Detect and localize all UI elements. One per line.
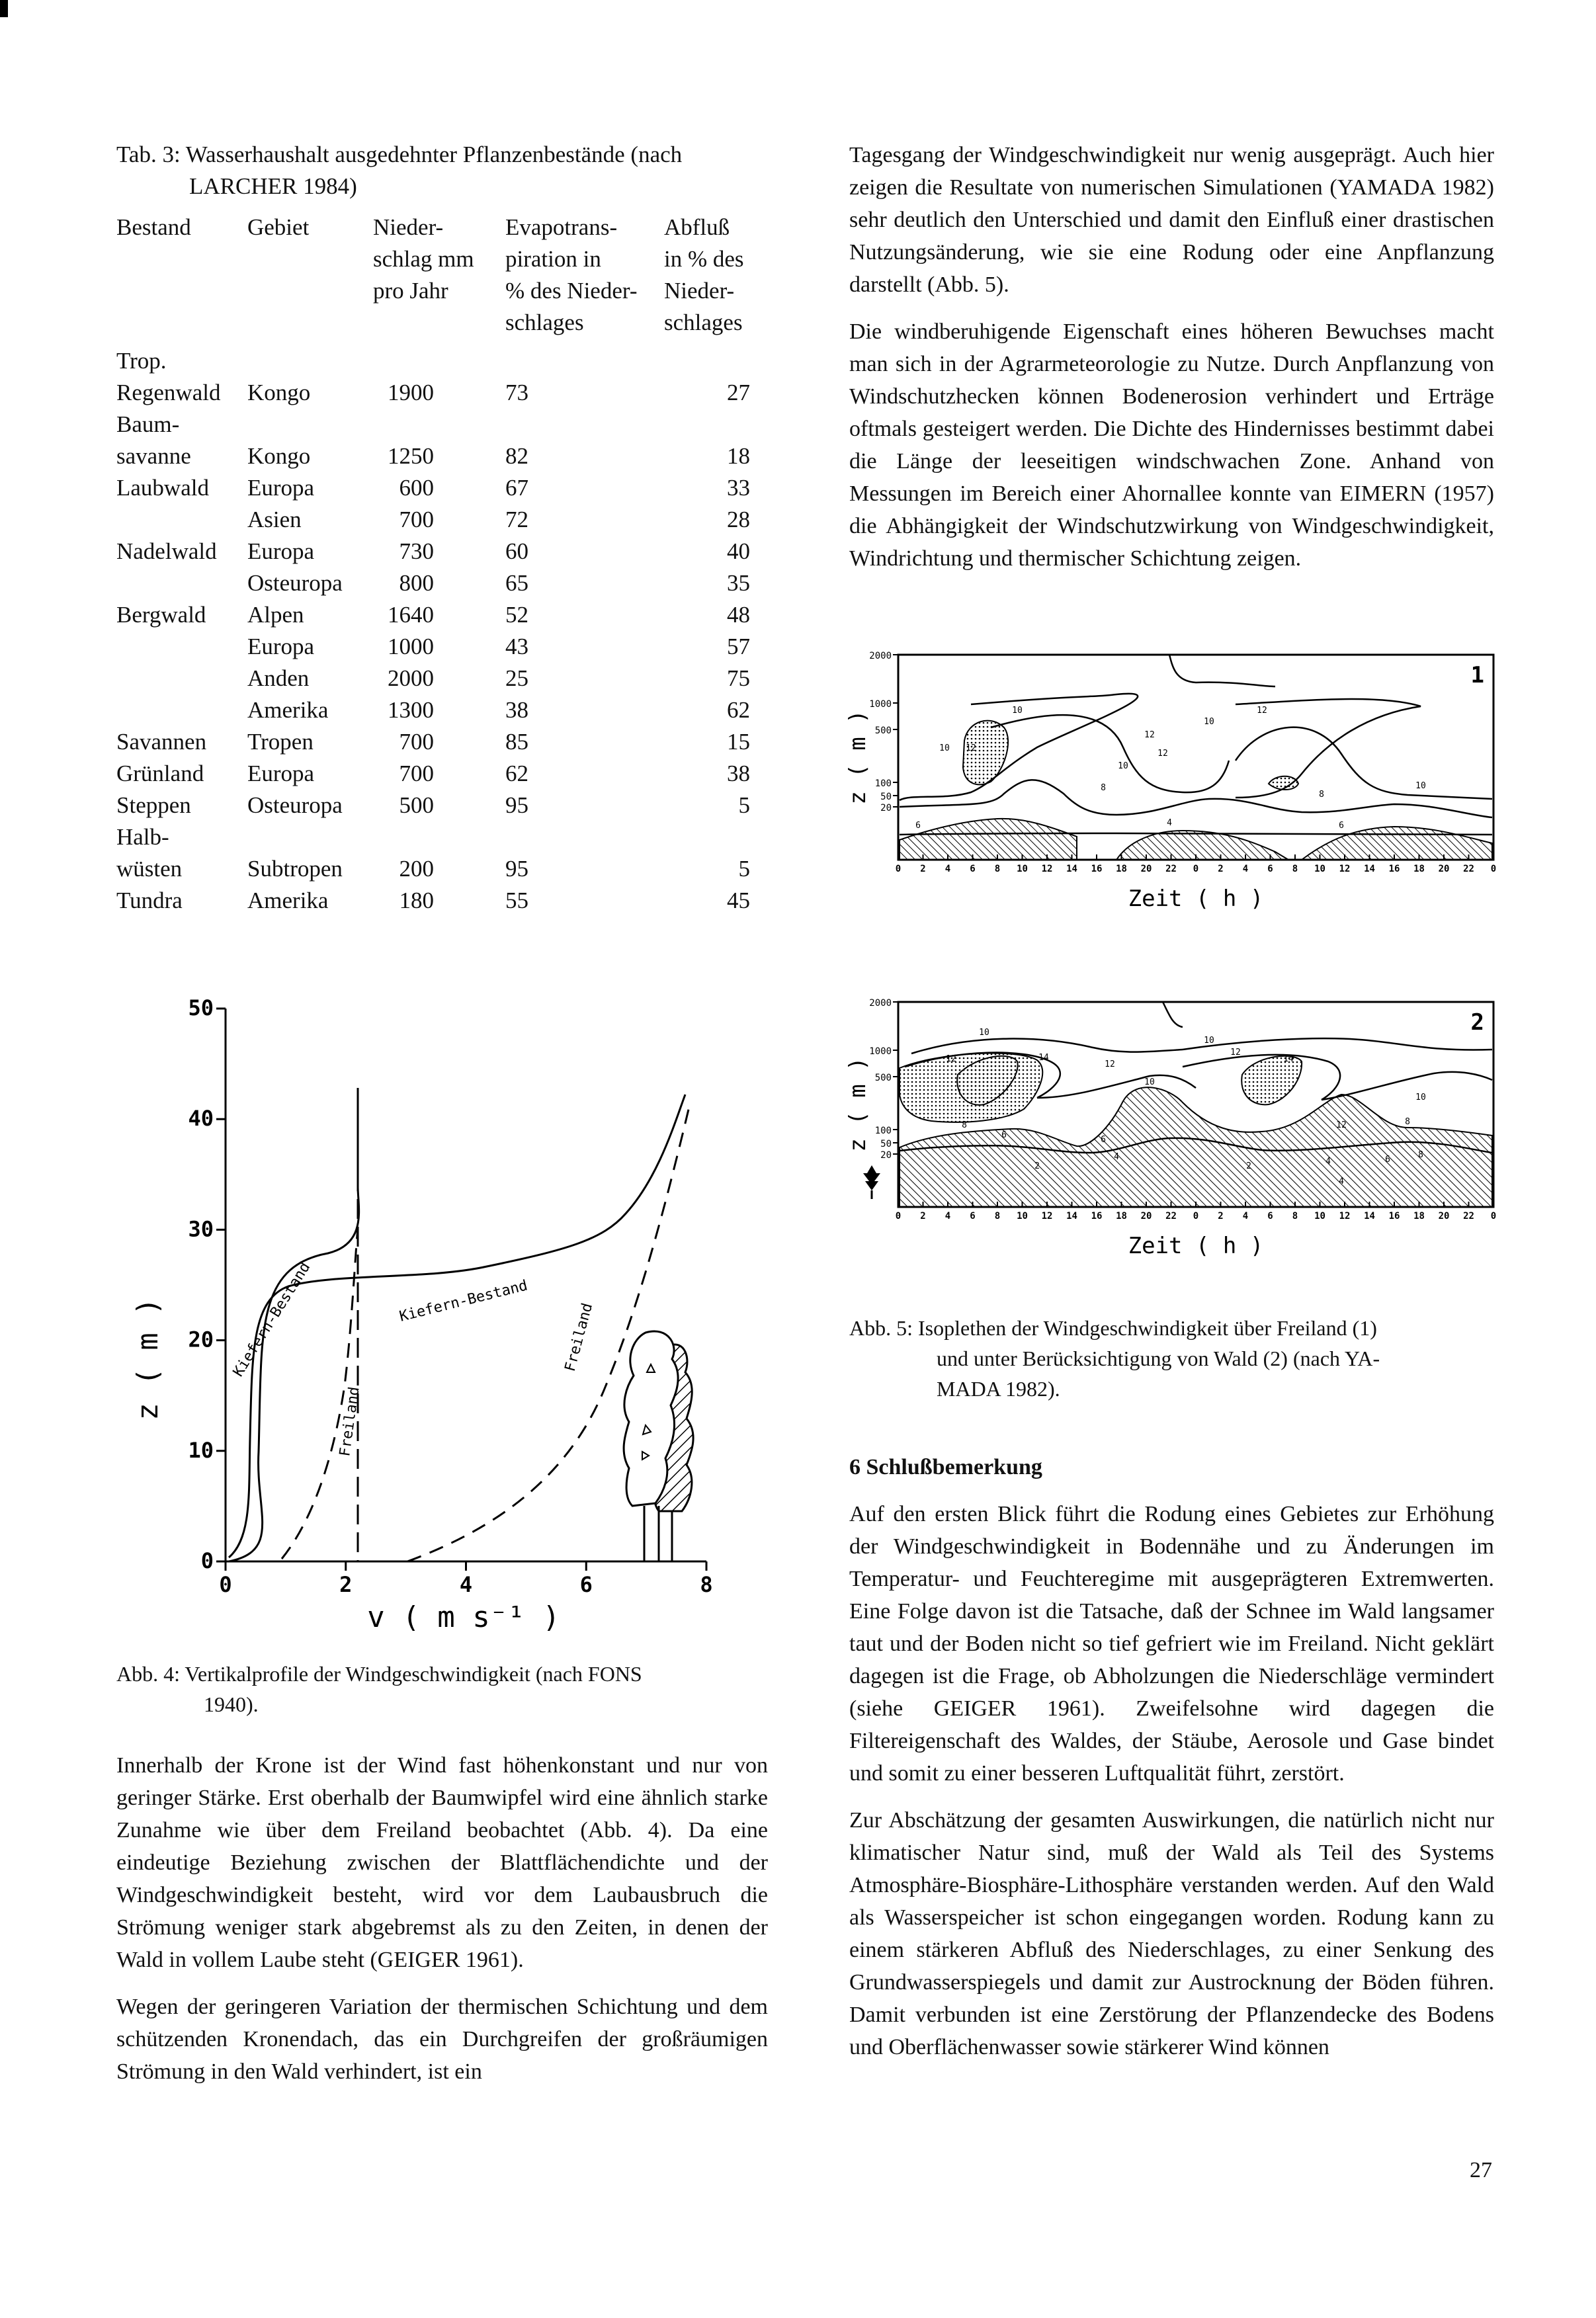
fig5-y-tick-label: 50 xyxy=(880,1139,892,1149)
fig5-contour-label: 8 xyxy=(1418,1150,1423,1160)
fig4-y-tick-label: 30 xyxy=(188,1216,214,1242)
fig4-caption-line1: Abb. 4: Vertikalprofile der Windgeschwindigkeit (nach FONS xyxy=(116,1662,642,1686)
table-cell: 25 xyxy=(505,665,528,691)
table-cell: 82 xyxy=(505,443,528,469)
fig5-x-tick-label: 12 xyxy=(1041,1211,1053,1221)
fig5-contour-label: 10 xyxy=(1118,761,1128,771)
figure-5-caption xyxy=(849,1313,1497,1404)
fig5-contour-label: 12 xyxy=(1257,706,1267,716)
table-cell: Europa xyxy=(247,761,315,786)
table-header-line: piration in xyxy=(505,246,601,272)
fig5-x-tick-label: 16 xyxy=(1091,864,1103,874)
table-row xyxy=(116,663,771,694)
table-row xyxy=(116,472,771,504)
table-cell: Steppen xyxy=(116,792,191,818)
table-cell: Halb- xyxy=(116,824,169,850)
fig5-x-tick-label: 8 xyxy=(1292,864,1298,874)
table-cell xyxy=(373,345,505,377)
figure-5-panel-2 xyxy=(839,989,1500,1293)
table-row xyxy=(116,726,771,758)
table-header-line: % des Nieder- xyxy=(505,278,638,304)
table-row xyxy=(116,409,771,440)
table-cell: 5 xyxy=(738,792,750,818)
table-cell: wüsten xyxy=(116,856,183,882)
fig5-contour-label: 2 xyxy=(1246,1161,1251,1171)
fig5-x-tick-label: 14 xyxy=(1364,864,1375,874)
fig5-x-tick-label: 18 xyxy=(1116,1211,1127,1221)
table-header-line: Bestand xyxy=(116,214,191,240)
fig5-x-tick-label: 6 xyxy=(970,1211,976,1221)
table-cell: 500 xyxy=(399,792,434,818)
fig5-x-tick-label: 16 xyxy=(1091,1211,1103,1221)
table-cell xyxy=(116,567,247,599)
table-cell: 27 xyxy=(727,380,750,405)
table-cell: 15 xyxy=(727,729,750,755)
corner-mark xyxy=(0,0,8,17)
table-cell: Alpen xyxy=(247,602,304,628)
fig5-x-tick-label: 0 xyxy=(1193,1211,1199,1221)
fig5-x-axis-label: Zeit ( h ) xyxy=(1128,1233,1264,1259)
table-cell: 62 xyxy=(505,761,528,786)
table-cell: Amerika xyxy=(247,697,329,723)
fig4-kiefern-curve-inner xyxy=(229,1095,685,1557)
table-cell: 730 xyxy=(399,538,434,564)
table-header-line: Abfluß xyxy=(664,214,730,240)
fig5-contour-label: 4 xyxy=(1167,818,1172,828)
table-cell: Tropen xyxy=(247,729,314,755)
table-header-row xyxy=(116,212,771,345)
fig5-x-tick-label: 20 xyxy=(1140,864,1152,874)
table-title-line2: LARCHER 1984) xyxy=(189,173,357,199)
fig5-x-tick-label: 22 xyxy=(1165,1211,1177,1221)
table-title xyxy=(116,139,778,202)
table-cell xyxy=(116,694,247,726)
table-cell: 33 xyxy=(727,475,750,501)
table-cell: 38 xyxy=(505,697,528,723)
fig5-y-tick-label: 2000 xyxy=(869,651,892,661)
fig5-isopleth xyxy=(1169,655,1275,686)
fig5-y-tick-label: 100 xyxy=(874,778,892,789)
table-cell: 57 xyxy=(727,634,750,659)
tree-illustration xyxy=(624,1331,693,1561)
table-cell: Amerika xyxy=(247,888,329,913)
fig5-y-tick-label: 20 xyxy=(880,1150,892,1161)
fig5-panel-number: 1 xyxy=(1470,662,1484,688)
fig5-contour-label: 6 xyxy=(1001,1130,1007,1140)
fig5-contour-label: 6 xyxy=(1385,1155,1390,1165)
fig5-x-tick-label: 2 xyxy=(1218,1211,1224,1221)
fig5-isopleth xyxy=(1183,1038,1492,1050)
left-column-bottom-text xyxy=(116,1749,768,2102)
table-cell xyxy=(664,409,771,440)
table-cell: Savannen xyxy=(116,729,207,755)
fig5-contour-label: 4 xyxy=(1114,1152,1119,1162)
fig5-contour-label: 10 xyxy=(1012,706,1023,716)
fig5-contour-label: 10 xyxy=(1204,717,1214,727)
table-header-cell xyxy=(247,212,373,345)
table-cell: 85 xyxy=(505,729,528,755)
table-cell: 200 xyxy=(399,856,434,882)
fig4-y-tick-label: 0 xyxy=(200,1548,214,1573)
fig5-x-tick-label: 6 xyxy=(1267,1211,1273,1221)
fig5-contour-label: 6 xyxy=(915,821,921,831)
table-title-line1: Tab. 3: Wasserhaushalt ausgedehnter Pflanzenbestände (nach xyxy=(116,142,683,167)
fig5-x-tick-label: 12 xyxy=(1339,864,1351,874)
fig4-x-tick-label: 2 xyxy=(339,1572,353,1597)
table-cell: Europa xyxy=(247,475,315,501)
table-header-cell xyxy=(116,212,247,345)
fig5-x-tick-label: 14 xyxy=(1066,864,1077,874)
fig4-y-tick-label: 40 xyxy=(188,1106,214,1132)
fig4-y-tick-label: 50 xyxy=(188,995,214,1020)
fig5-contour-label: 12 xyxy=(1230,1048,1241,1057)
table-row xyxy=(116,599,771,631)
table-cell: Kongo xyxy=(247,380,311,405)
fig5-y-tick-label: 20 xyxy=(880,803,892,813)
table-cell: 700 xyxy=(399,761,434,786)
fig5-isopleth xyxy=(1236,727,1492,799)
table-cell: 62 xyxy=(727,697,750,723)
fig5-y-tick-label: 2000 xyxy=(869,998,892,1009)
figure-4-vertical-profiles xyxy=(116,989,765,1643)
fig5-caption-line1: Abb. 5: Isoplethen der Windgeschwindigkeit über Freiland (1) xyxy=(849,1316,1377,1340)
right-column-top-text xyxy=(849,139,1494,589)
table-row xyxy=(116,631,771,663)
table-cell: 67 xyxy=(505,475,528,501)
fig5-contour-label: 10 xyxy=(1415,781,1426,791)
fig5-panel-number: 2 xyxy=(1470,1009,1484,1036)
table-row xyxy=(116,885,771,917)
fig5-contour-label: 10 xyxy=(1144,1077,1155,1087)
fig5-x-tick-label: 14 xyxy=(1066,1211,1077,1221)
table-cell xyxy=(247,345,373,377)
table-cell: 38 xyxy=(727,761,750,786)
fig5-contour-label: 12 xyxy=(1144,730,1155,740)
fig5-isopleth xyxy=(1163,1002,1183,1027)
section-text xyxy=(849,1498,1494,2078)
table-cell: Trop. xyxy=(116,348,167,374)
table-cell: 1640 xyxy=(388,602,434,628)
fig5-x-tick-label: 4 xyxy=(945,1211,951,1221)
figure-5-panel-1 xyxy=(839,642,1500,932)
fig5-contour-label: 10 xyxy=(939,743,950,753)
fig4-y-axis-label: z ( m ) xyxy=(131,1298,165,1421)
fig5-x-tick-label: 20 xyxy=(1438,1211,1450,1221)
fig5-x-tick-label: 4 xyxy=(945,864,951,874)
table-header-line: Gebiet xyxy=(247,214,310,240)
table-cell: 60 xyxy=(505,538,528,564)
table-cell: Asien xyxy=(247,507,302,532)
fig5-contour-label: 12 xyxy=(1157,749,1168,759)
fig5-y-tick-label: 500 xyxy=(874,1073,892,1083)
table-row xyxy=(116,821,771,853)
table-cell: Nadelwald xyxy=(116,538,217,564)
table-cell xyxy=(116,631,247,663)
paragraph: Die windberuhigende Eigenschaft eines höheren Bewuchses macht man sich in der Agrarmeteorologie zu Nutze. Durch Anpflanzung von Windschutzhecken können Bodenerosion verhindert und Erträge oftmals gesteigert werden. Die Dichte des Hindernisses bestimmt dabei die Länge der leeseitigen windschwachen Zone. Anhand von Messungen im Bereich einer Ahornallee konnte van EIMERN (1957) die Abhängigkeit der Windschutzwirkung von Windgeschwindigkeit, Windrichtung und thermischer Schichtung zeigen. xyxy=(849,319,1494,571)
fig5-y-tick-label: 50 xyxy=(880,792,892,802)
table-cell: savanne xyxy=(116,443,191,469)
fig5-x-tick-label: 20 xyxy=(1438,864,1450,874)
fig5-x-tick-label: 16 xyxy=(1388,864,1400,874)
table-cell: 55 xyxy=(505,888,528,913)
paragraph: Zur Abschätzung der gesamten Auswirkungen, die natürlich nicht nur klimatischer Natur sind, muß der Wald als Teil des Systems Atmosphäre-Biosphäre-Lithosphäre verstanden werden. Auf den Wald als Wasserspeicher ist schon eingegangen worden. Rodung kann zu einem stärkeren Abfluß des Niederschlages, zu einer Senkung des Grundwasserspiegels und damit zur Austrocknung der Böden führen. Damit verbunden ist eine Zerstörung der Pflanzendecke des Bodens und Oberflächenwasser sowie stärkerer Wind können xyxy=(849,1808,1494,2059)
fig5-x-tick-label: 22 xyxy=(1165,864,1177,874)
table-cell: 600 xyxy=(399,475,434,501)
fig5-contour-label: 12 xyxy=(1336,1120,1347,1130)
fig5-contour-label: 12 xyxy=(966,743,976,753)
table-row xyxy=(116,536,771,567)
fig5-isopleth xyxy=(911,1039,1183,1054)
fig5-contour-label: 4 xyxy=(1339,1177,1344,1186)
table-row xyxy=(116,790,771,821)
paragraph: Auf den ersten Blick führt die Rodung eines Gebietes zur Erhöhung der Windgeschwindigkeit in Bodennähe und zu Änderungen im Temperatur- und Feuchteregime mit ausgeprägteren Extremwerten. Eine Folge davon ist die Tatsache, daß der Schnee im Wald langsamer taut und der Boden nicht so tief gefriert wie im Freiland. Nicht geklärt dagegen ist die Frage, ob Abholzungen die Niederschläge vermindert (siehe GEIGER 1961). Zweifelsohne wird dagegen die Filtereigenschaft des Waldes, der Stäube, Aerosole und Gase bindet und somit zu einer besseren Luftqualität führt, zerstört. xyxy=(849,1502,1494,1786)
table-header-line: in % des xyxy=(664,246,744,272)
table-cell: 95 xyxy=(505,856,528,882)
fig5-y-axis-label: z ( m ) xyxy=(845,710,871,805)
fig4-label-freiland-2: Freiland xyxy=(562,1301,597,1374)
table-header-line: Nieder- xyxy=(373,214,444,240)
table-header-line: Nieder- xyxy=(664,278,735,304)
fig5-contour-label: 10 xyxy=(1204,1036,1214,1046)
fig4-x-axis-label: v ( m s⁻¹ ) xyxy=(367,1600,560,1634)
fig5-x-tick-label: 18 xyxy=(1116,864,1127,874)
table-cell: 52 xyxy=(505,602,528,628)
fig5-x-axis-label: Zeit ( h ) xyxy=(1128,886,1264,912)
paragraph: Innerhalb der Krone ist der Wind fast höhenkonstant und nur von geringer Stärke. Erst oberhalb der Baumwipfel wird eine ähnlich starke Zunahme wie über dem Freiland beobachtet (Abb. 4). Da eine eindeutige Beziehung zwischen der Blattflächendichte und der Windgeschwindigkeit besteht, wird vor dem Laubausbruch die Strömung weniger stark abgebremst als zu den Zeiten, in denen der Wald in vollem Laube steht (GEIGER 1961). xyxy=(116,1753,768,1972)
fig5-x-tick-label: 12 xyxy=(1339,1211,1351,1221)
table-cell: 28 xyxy=(727,507,750,532)
table-cell: Anden xyxy=(247,665,310,691)
table-header xyxy=(116,212,771,345)
paragraph: Wegen der geringeren Variation der thermischen Schichtung und dem schützenden Kronendach, das ein Durchgreifen der großräumigen Strömung in den Wald verhindert, ist ein xyxy=(116,1995,768,2084)
table-cell: 75 xyxy=(727,665,750,691)
table-cell xyxy=(373,821,505,853)
fig5-y-tick-label: 1000 xyxy=(869,1046,892,1057)
table-cell: 73 xyxy=(505,380,528,405)
fig5-caption-line3: MADA 1982). xyxy=(937,1377,1060,1401)
fig5-x-tick-label: 22 xyxy=(1463,864,1474,874)
fig4-label-freiland-1: Freiland xyxy=(337,1386,363,1458)
table-header-cell xyxy=(664,212,771,345)
table-row xyxy=(116,440,771,472)
fig5-x-tick-label: 8 xyxy=(1292,1211,1298,1221)
fig5-contour-label: 14 xyxy=(1283,1054,1294,1064)
fig5-x-tick-label: 0 xyxy=(895,1211,902,1221)
fig4-y-tick-label: 20 xyxy=(188,1327,214,1352)
table-cell: Subtropen xyxy=(247,856,343,882)
table-cell: Kongo xyxy=(247,443,311,469)
fig5-y-tick-label: 100 xyxy=(874,1126,892,1136)
fig5-x-tick-label: 10 xyxy=(1314,1211,1325,1221)
table-cell: 18 xyxy=(727,443,750,469)
fig5-x-tick-label: 2 xyxy=(920,1211,926,1221)
table-body xyxy=(116,345,771,917)
fig5-stippled-region xyxy=(900,1054,1042,1122)
table-cell xyxy=(247,821,373,853)
fig5-x-tick-label: 6 xyxy=(1267,864,1273,874)
table xyxy=(116,212,771,917)
table-cell xyxy=(247,409,373,440)
fig4-label-kiefern-1: Kiefern-Bestand xyxy=(230,1259,314,1380)
table-cell: Europa xyxy=(247,538,315,564)
fig4-x-tick-label: 8 xyxy=(700,1572,713,1597)
fig5-contour-label: 14 xyxy=(1038,1053,1049,1063)
table-cell: 95 xyxy=(505,792,528,818)
fig5-x-tick-label: 2 xyxy=(920,864,926,874)
table-cell xyxy=(664,821,771,853)
figure-4-caption xyxy=(116,1659,765,1719)
fig5-y-tick-label: 500 xyxy=(874,725,892,736)
fig5-contour-label: 8 xyxy=(962,1120,967,1130)
table-cell: 800 xyxy=(399,570,434,596)
table-cell: Grünland xyxy=(116,761,204,786)
table-cell xyxy=(505,409,664,440)
fig5-x-tick-label: 0 xyxy=(1193,864,1199,874)
table-cell xyxy=(505,345,664,377)
fig5-stippled-region xyxy=(1269,776,1298,790)
fig5-contour-label: 2 xyxy=(1034,1161,1040,1171)
fig4-label-kiefern-2: Kiefern-Bestand xyxy=(398,1277,530,1325)
table-cell: 43 xyxy=(505,634,528,659)
fig5-y-axis-label: z ( m ) xyxy=(845,1057,871,1152)
fig4-caption-line2: 1940). xyxy=(204,1692,259,1716)
table-cell: 180 xyxy=(399,888,434,913)
fig5-contour-label: 10 xyxy=(1415,1093,1426,1102)
fig5-contour-label: 4 xyxy=(1325,1157,1331,1167)
fig5-x-tick-label: 14 xyxy=(1364,1211,1375,1221)
table-cell xyxy=(116,663,247,694)
table-cell: Regenwald xyxy=(116,380,221,405)
table-cell: Tundra xyxy=(116,888,183,913)
fig5-hatched-region xyxy=(1302,827,1492,860)
fig5-contour-label: 10 xyxy=(979,1028,989,1038)
fig5-x-tick-label: 2 xyxy=(1218,864,1224,874)
water-balance-table xyxy=(116,212,771,917)
fig5-x-tick-label: 12 xyxy=(1041,864,1053,874)
table-row xyxy=(116,853,771,885)
fig5-x-tick-label: 10 xyxy=(1314,864,1325,874)
table-header-line: schlag mm xyxy=(373,246,474,272)
fig5-hatched-region xyxy=(1116,831,1288,860)
table-cell: 1300 xyxy=(388,697,434,723)
fig5-x-tick-label: 8 xyxy=(994,1211,1001,1221)
fig5-y-tick-label: 1000 xyxy=(869,699,892,710)
table-cell xyxy=(373,409,505,440)
fig5-x-tick-label: 10 xyxy=(1017,1211,1028,1221)
paragraph: Tagesgang der Windgeschwindigkeit nur wenig ausgeprägt. Auch hier zeigen die Resultate von numerischen Simulationen (YAMADA 1982) sehr deutlich den Unterschied und damit den Einfluß einer drastischen Nutzungsänderung, wie sie eine Rodung oder eine Anpflanzung darstellt (Abb. 5). xyxy=(849,143,1494,297)
table-cell: 40 xyxy=(727,538,750,564)
fig5-x-tick-label: 16 xyxy=(1388,1211,1400,1221)
fig5-x-tick-label: 6 xyxy=(970,864,976,874)
table-cell: 700 xyxy=(399,729,434,755)
table-row xyxy=(116,504,771,536)
fig5-x-tick-label: 20 xyxy=(1140,1211,1152,1221)
fig4-x-tick-label: 4 xyxy=(459,1572,473,1597)
table-row xyxy=(116,377,771,409)
page-number: 27 xyxy=(1470,2158,1492,2182)
table-cell: 2000 xyxy=(388,665,434,691)
fig5-caption-line2: und unter Berücksichtigung von Wald (2) (nach YA- xyxy=(937,1346,1380,1370)
table-row xyxy=(116,694,771,726)
fig4-x-ticks xyxy=(219,1561,712,1597)
fig5-contour-label: 8 xyxy=(1319,790,1324,800)
fig5-x-tick-label: 22 xyxy=(1463,1211,1474,1221)
table-cell: 72 xyxy=(505,507,528,532)
table-header-cell xyxy=(373,212,505,345)
table-cell: 1000 xyxy=(388,634,434,659)
table-cell: 48 xyxy=(727,602,750,628)
fig5-x-tick-label: 18 xyxy=(1413,1211,1425,1221)
tree-icon xyxy=(863,1165,880,1199)
fig5-contour-label: 12 xyxy=(1105,1059,1115,1069)
table-cell: Bergwald xyxy=(116,602,206,628)
fig5-x-tick-label: 4 xyxy=(1242,1211,1249,1221)
table-cell: 35 xyxy=(727,570,750,596)
table-cell: 45 xyxy=(727,888,750,913)
fig5-x-tick-label: 18 xyxy=(1413,864,1425,874)
fig5-contour-label: 8 xyxy=(1405,1117,1410,1127)
fig4-y-tick-label: 10 xyxy=(188,1437,214,1463)
table-cell xyxy=(664,345,771,377)
table-header-line: Evapotrans- xyxy=(505,214,618,240)
table-cell xyxy=(116,504,247,536)
fig5-isopleth xyxy=(1116,799,1492,817)
table-cell: 700 xyxy=(399,507,434,532)
table-cell: 65 xyxy=(505,570,528,596)
table-row xyxy=(116,345,771,377)
fig5-x-tick-label: 0 xyxy=(1490,864,1497,874)
fig5-x-tick-label: 0 xyxy=(895,864,902,874)
table-row xyxy=(116,567,771,599)
table-cell xyxy=(505,821,664,853)
fig5-x-tick-label: 8 xyxy=(994,864,1001,874)
fig4-x-tick-label: 6 xyxy=(579,1572,593,1597)
table-cell: Osteuropa xyxy=(247,570,343,596)
table-cell: 5 xyxy=(738,856,750,882)
table-header-line: schlages xyxy=(505,310,584,335)
table-cell: 1250 xyxy=(388,443,434,469)
table-cell: Osteuropa xyxy=(247,792,343,818)
fig4-y-ticks xyxy=(188,995,226,1573)
fig5-contour-label: 6 xyxy=(1101,1135,1106,1145)
fig4-x-tick-label: 0 xyxy=(219,1572,232,1597)
fig5-x-tick-label: 4 xyxy=(1242,864,1249,874)
fig5-hatched-region xyxy=(900,819,1077,860)
fig5-x-tick-label: 10 xyxy=(1017,864,1028,874)
table-cell: 1900 xyxy=(388,380,434,405)
fig5-x-tick-label: 0 xyxy=(1490,1211,1497,1221)
table-header-line: schlages xyxy=(664,310,743,335)
table-row xyxy=(116,758,771,790)
section-heading: 6 Schlußbemerkung xyxy=(849,1455,1042,1479)
fig5-contour-label: 6 xyxy=(1339,821,1344,831)
table-cell: Laubwald xyxy=(116,475,209,501)
fig5-contour-label: 8 xyxy=(1101,783,1106,793)
table-header-line: pro Jahr xyxy=(373,278,448,304)
fig5-contour-label: 12 xyxy=(946,1054,956,1064)
table-cell: Europa xyxy=(247,634,315,659)
table-cell: Baum- xyxy=(116,411,180,437)
table-header-cell xyxy=(505,212,664,345)
